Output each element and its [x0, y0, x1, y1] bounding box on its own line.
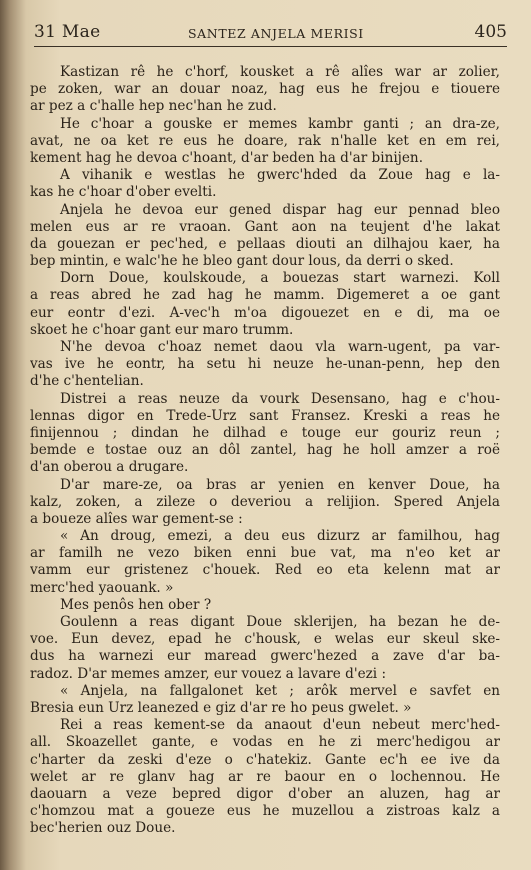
text-line: a reas abred he zad hag he mamm. Digemeret a oe gant	[30, 287, 500, 304]
text-line: Mes penôs hen ober ?	[60, 596, 212, 613]
header-date: 31 Mae	[34, 22, 101, 42]
text-line: Kastizan rê he c'horf, kousket a rê alîes war ar zolier,	[60, 64, 500, 80]
header-title: SANTEZ ANJELA MERISI	[188, 26, 364, 41]
text-line: d'an oberou a drugare.	[30, 459, 189, 476]
text-line: lennas digor en Trede-Urz sant Fransez. Kreski a reas he	[30, 407, 500, 424]
text-line: He c'hoar a gouske er memes kambr ganti ; an dra-ze,	[60, 115, 500, 132]
text-line: Dorn Doue, koulskoude, a bouezas start warnezi. Koll	[60, 270, 500, 287]
text-line: « Anjela, na fallgalonet ket ; arôk mervel e savfet en	[60, 682, 500, 699]
text-line: radoz. D'ar memes amzer, eur vouez a lavare d'ezi :	[30, 665, 387, 682]
text-line: da gouezan er pec'hed, e pellaas diouti an dilhajou kaer, ha	[30, 235, 500, 252]
text-line: avat, ne oa ket re eus he doare, rak n'halle ket en em rei,	[30, 132, 500, 149]
text-line: kement hag he devoa c'hoant, d'ar beden ha d'ar binijen.	[30, 149, 424, 166]
text-line: vamm eur gristenez c'houek. Red eo eta kelenn mat ar	[30, 562, 500, 579]
text-line: D'ar mare-ze, oa bras ar yenien en kenver Doue, ha	[60, 476, 500, 493]
text-line: A vihanik e westlas he gwerc'hded da Zoue hag e la-	[60, 167, 500, 184]
text-line: « An droug, emezi, a deu eus dizurz ar familhou, hag	[60, 528, 500, 545]
text-line: dus ha warnezi eur maread gwerc'hezed a zave d'ar ba-	[30, 648, 500, 665]
text-line: pe zoken, war an douar noaz, hag eus he frejou e tiouere	[30, 81, 500, 98]
text-line: ar pez a c'halle hep nec'han he zud.	[30, 98, 277, 115]
text-line: d'he c'hentelian.	[30, 373, 144, 390]
text-line: Goulenn a reas digant Doue sklerijen, ha bezan he de-	[60, 614, 500, 630]
text-line: bep mintin, e walc'he he bleo gant dour lous, da derri o sked.	[30, 253, 454, 270]
text-line: kas he c'hoar d'ober evelti.	[30, 184, 217, 201]
running-header	[30, 22, 507, 44]
text-line: merc'hed yaouank. »	[30, 579, 174, 596]
text-line: daouarn a veze bepred digor d'ober an aluzen, hag ar	[30, 785, 500, 802]
text-line: finijennou ; dindan he dilhad e touge eur gouriz reun ;	[30, 424, 500, 441]
body-text	[30, 64, 500, 837]
text-line: vas ive he eontr, ha setu hi neuze he-unan-penn, hep den	[30, 356, 500, 373]
text-line: c'harter da zeski d'eze o c'hatekiz. Gante ec'h ee ive da	[30, 751, 500, 768]
text-line: Distrei a reas neuze da vourk Desensano, hag e c'hou-	[60, 390, 500, 407]
text-line: Rei a reas kement-se da anaout d'eun nebeut merc'hed-	[60, 717, 500, 734]
text-line: voe. Eun devez, epad he c'housk, e welas eur skeul ske-	[30, 631, 500, 648]
page-number: 405	[474, 22, 507, 42]
text-line: a boueze alîes war gement-se :	[30, 510, 243, 527]
text-line: kalz, zoken, a zileze o deveriou a relijion. Spered Anjela	[30, 493, 500, 510]
text-line: all. Skoazellet gante, e vodas en he zi merc'hedigou ar	[30, 734, 500, 751]
text-line: N'he devoa c'hoaz nemet daou vla warn-ugent, pa var-	[60, 339, 500, 355]
text-line: eur eontr d'ezi. A-vec'h m'oa digouezet en e di, ma oe	[30, 304, 500, 321]
text-line: melen eus ar re vraoan. Gant aon na teujent d'he lakat	[30, 218, 500, 235]
text-line: ar familh ne vezo biken enni bue vat, ma n'eo ket ar	[30, 545, 500, 562]
header-rule	[34, 46, 507, 47]
text-line: Bresia eun Urz leanezed e giz d'ar re ho peus gwelet. »	[30, 699, 412, 716]
text-line: bemde e tostae ouz an dôl zantel, hag he holl amzer a roë	[30, 442, 500, 459]
text-line: skoet he c'hoar gant eur maro trumm.	[30, 321, 294, 338]
text-line: welet ar re glanv hag ar re baour en o lochennou. He	[30, 768, 500, 785]
text-line: Anjela he devoa eur gened dispar hag eur pennad bleo	[60, 201, 500, 218]
text-line: c'homzou mat a goueze eus he muzellou a zistroas kalz a	[30, 803, 500, 820]
text-line: bec'herien ouz Doue.	[30, 820, 176, 837]
